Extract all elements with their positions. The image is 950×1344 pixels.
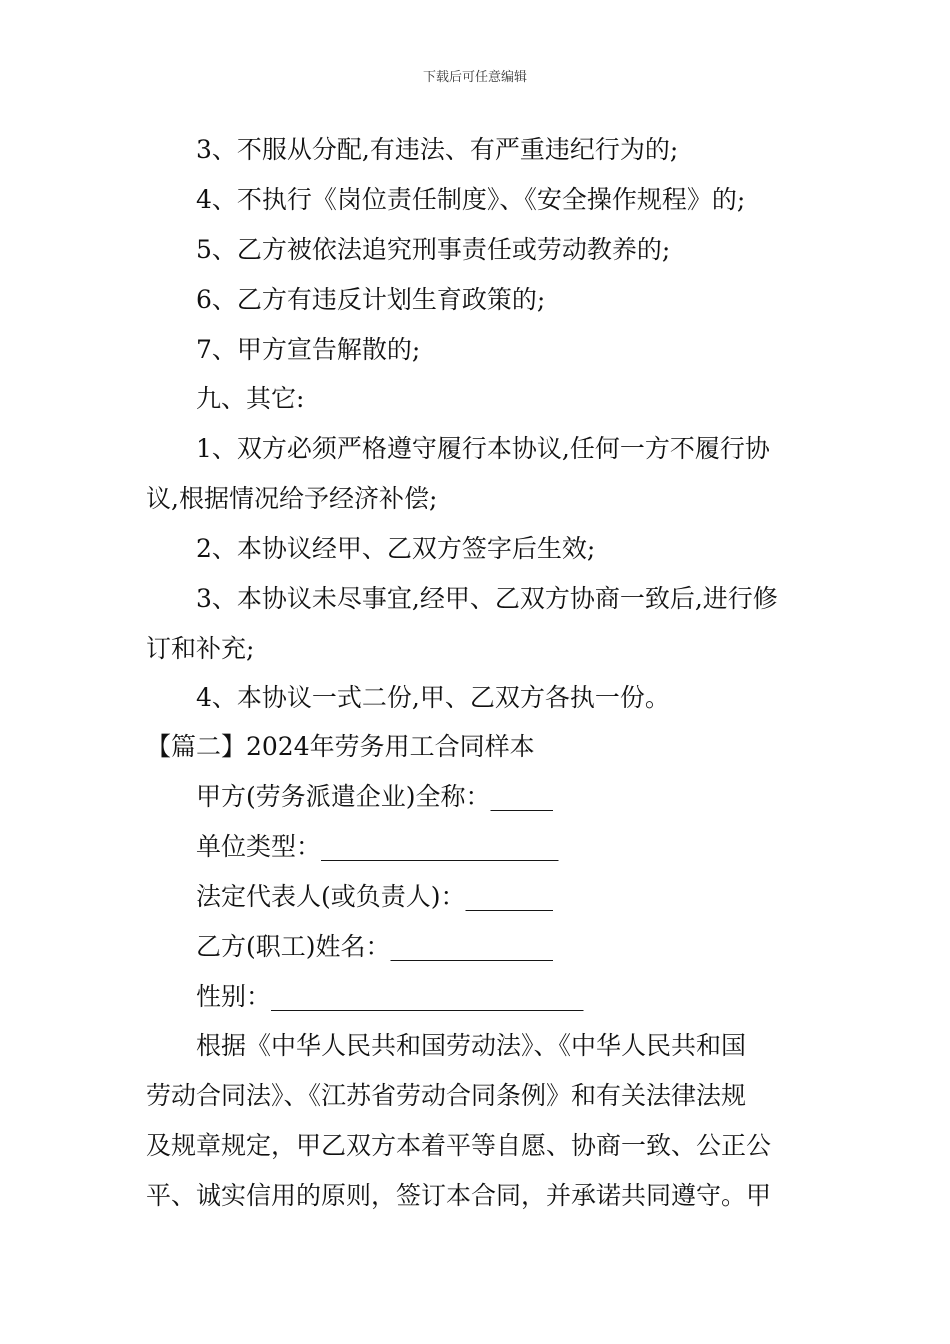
clause-line: 1、双方必须严格遵守履行本协议,任何一方不履行协 bbox=[196, 434, 770, 463]
clause-line: 3、本协议未尽事宜,经甲、乙双方协商一致后,进行修 bbox=[196, 584, 778, 613]
chapter-heading: 【篇二】2024年劳务用工合同样本 bbox=[146, 732, 535, 761]
clause-line-continued: 议,根据情况给予经济补偿; bbox=[146, 484, 438, 513]
clause-line: 5、乙方被依法追究刑事责任或劳动教养的; bbox=[196, 235, 671, 264]
paragraph-line: 平、诚实信用的原则，签订本合同，并承诺共同遵守。甲 bbox=[146, 1181, 772, 1210]
paragraph-line: 根据《中华人民共和国劳动法》、《中华人民共和国 bbox=[196, 1031, 747, 1060]
section-title: 九、其它: bbox=[196, 384, 305, 413]
clause-line-continued: 订和补充; bbox=[146, 634, 255, 663]
page-header: 下载后可任意编辑 bbox=[422, 70, 527, 85]
clause-line: 7、甲方宣告解散的; bbox=[196, 335, 421, 364]
form-field-line: 性别：_________________________ bbox=[196, 982, 584, 1011]
paragraph-line: 劳动合同法》、《江苏省劳动合同条例》和有关法律法规 bbox=[146, 1081, 747, 1110]
paragraph-line: 及规章规定，甲乙双方本着平等自愿、协商一致、公正公 bbox=[146, 1131, 772, 1160]
form-field-line: 乙方(职工)姓名：_____________ bbox=[196, 932, 554, 961]
form-field-line: 单位类型：___________________ bbox=[196, 832, 559, 861]
clause-line: 6、乙方有违反计划生育政策的; bbox=[196, 285, 546, 314]
form-field-line: 法定代表人(或负责人)：_______ bbox=[196, 882, 554, 911]
clause-line: 3、不服从分配,有违法、有严重违纪行为的; bbox=[196, 135, 679, 164]
clause-line: 2、本协议经甲、乙双方签字后生效; bbox=[196, 534, 596, 563]
form-field-line: 甲方(劳务派遣企业)全称：_____ bbox=[196, 782, 554, 811]
clause-line: 4、本协议一式二份,甲、乙双方各执一份。 bbox=[196, 683, 670, 712]
clause-line: 4、不执行《岗位责任制度》、《安全操作规程》的; bbox=[196, 185, 746, 214]
